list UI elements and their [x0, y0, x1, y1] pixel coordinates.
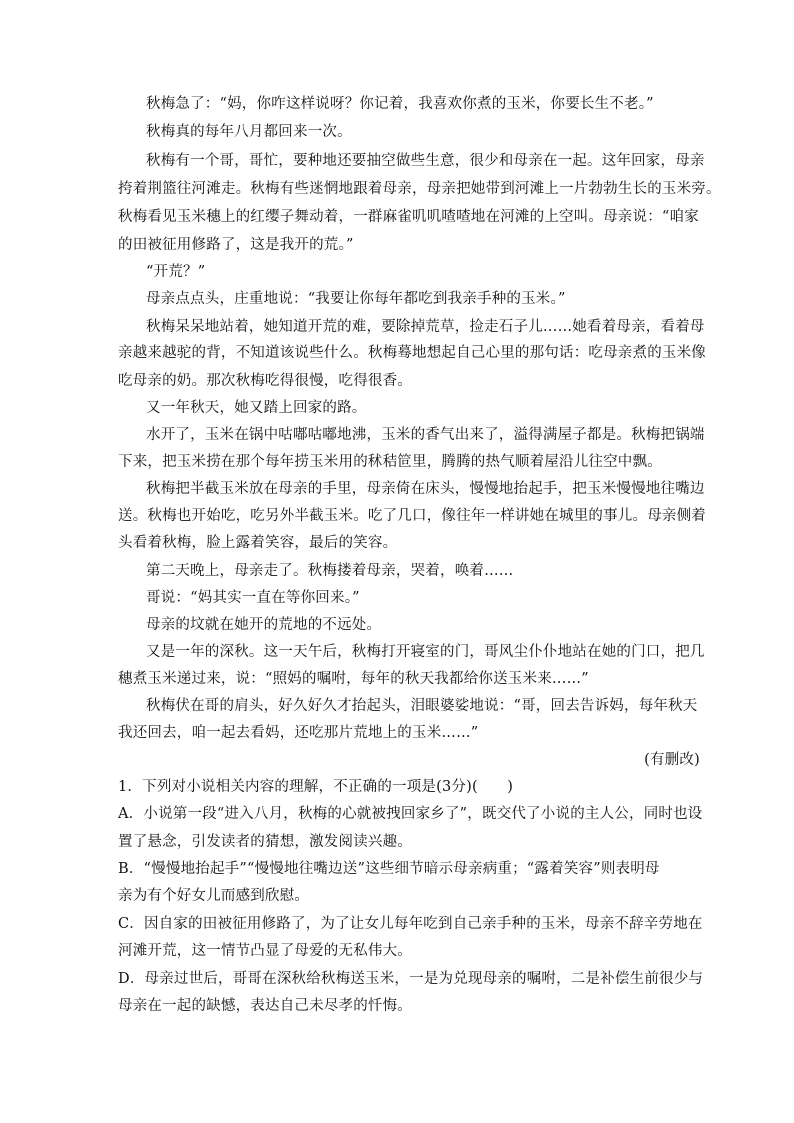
story-line: 亲越来越驼的背，不知道该说些什么。秋梅蓦地想起自己心里的那句话：吃母亲煮的玉米像 [118, 345, 706, 361]
story-line: 哥说：“妈其实一直在等你回来。” [146, 590, 360, 606]
story-line: 第二天晚上，母亲走了。秋梅搂着母亲，哭着，唤着…… [146, 563, 514, 579]
story-line: 穗煮玉米递过来，说：“照妈的嘱咐，每年的秋天我都给你送玉米来……” [118, 671, 589, 687]
story-line: 又一年秋天，她又踏上回家的路。 [146, 400, 367, 416]
option-b-line: 亲为有个好女儿而感到欣慰。 [118, 888, 310, 904]
option-a-line: A．小说第一段“进入八月，秋梅的心就被拽回家乡了”，既交代了小说的主人公，同时也设 [118, 806, 703, 822]
story-line: 吃母亲的奶。那次秋梅吃得很慢，吃得很香。 [118, 373, 412, 389]
story-line: 秋梅伏在哥的肩头，好久好久才抬起头，泪眼婆娑地说：“哥，回去告诉妈，每年秋天 [146, 698, 698, 714]
option-b-line: B．“慢慢地抬起手”“慢慢地往嘴边送”这些细节暗示母亲病重；“露着笑容”则表明母 [118, 861, 660, 877]
option-a-line: 置了悬念，引发读者的猜想，激发阅读兴趣。 [118, 834, 412, 850]
story-line: 秋梅急了：“妈，你咋这样说呀？你记着，我喜欢你煮的玉米，你要长生不老。” [146, 96, 654, 112]
story-line: 秋梅真的每年八月都回来一次。 [146, 124, 352, 140]
story-line: 秋梅看见玉米穗上的红缨子舞动着，一群麻雀叽叽喳喳地在河滩的上空叫。母亲说：“咱家 [118, 209, 699, 225]
story-line: 又是一年的深秋。这一天午后，秋梅打开寝室的门，哥风尘仆仆地站在她的门口，把几 [146, 644, 705, 660]
story-line: 秋梅呆呆地站着，她知道开荒的难，要除掉荒草，捡走石子儿……她看着母亲，看着母 [146, 319, 705, 335]
option-d-line: D．母亲过世后，哥哥在深秋给秋梅送玉米，一是为兑现母亲的嘱咐，二是补偿生前很少与 [118, 971, 704, 987]
story-line: 送。秋梅也开始吃，吃另外半截玉米。吃了几口，像往年一样讲她在城里的事儿。母亲侧着 [118, 508, 706, 524]
story-line: 的田被征用修路了，这是我开的荒。” [118, 237, 354, 253]
story-line: 母亲点点头，庄重地说：“我要让你每年都吃到我亲手种的玉米。” [146, 291, 566, 307]
story-line: “开荒？” [146, 264, 206, 280]
story-line: 挎着荆篮往河滩走。秋梅有些迷惘地跟着母亲，母亲把她带到河滩上一片勃勃生长的玉米旁。 [118, 181, 721, 197]
story-line: 水开了，玉米在锅中咕嘟咕嘟地沸，玉米的香气出来了，溢得满屋子都是。秋梅把锅端 [146, 427, 705, 443]
option-d-line: 母亲在一起的缺憾，表达自己未尽孝的忏悔。 [118, 998, 412, 1014]
option-c-line: C．因自家的田被征用修路了，为了让女儿每年吃到自己亲手种的玉米，母亲不辞辛劳地在 [118, 916, 703, 932]
story-line: 头看着秋梅，脸上露着笑容，最后的笑容。 [118, 535, 398, 551]
story-line: 母亲的坟就在她开的荒地的不远处。 [146, 617, 382, 633]
option-c-line: 河滩开荒，这一情节凸显了母爱的无私伟大。 [118, 943, 412, 959]
story-line: 我还回去，咱一起去看妈，还吃那片荒地上的玉米……” [118, 725, 479, 741]
source-note: (有删改) [644, 752, 700, 768]
story-line: 下来，把玉米捞在那个每年捞玉米用的秫秸笸里，腾腾的热气顺着屋沿儿往空中飘。 [118, 454, 662, 470]
story-line: 秋梅有一个哥，哥忙，要种地还要抽空做些生意，很少和母亲在一起。这年回家，母亲 [146, 153, 705, 169]
question-stem: 1．下列对小说相关内容的理解，不正确的一项是(3分)( ) [118, 779, 514, 795]
story-line: 秋梅把半截玉米放在母亲的手里，母亲倚在床头，慢慢地抬起手，把玉米慢慢地往嘴边 [146, 481, 705, 497]
